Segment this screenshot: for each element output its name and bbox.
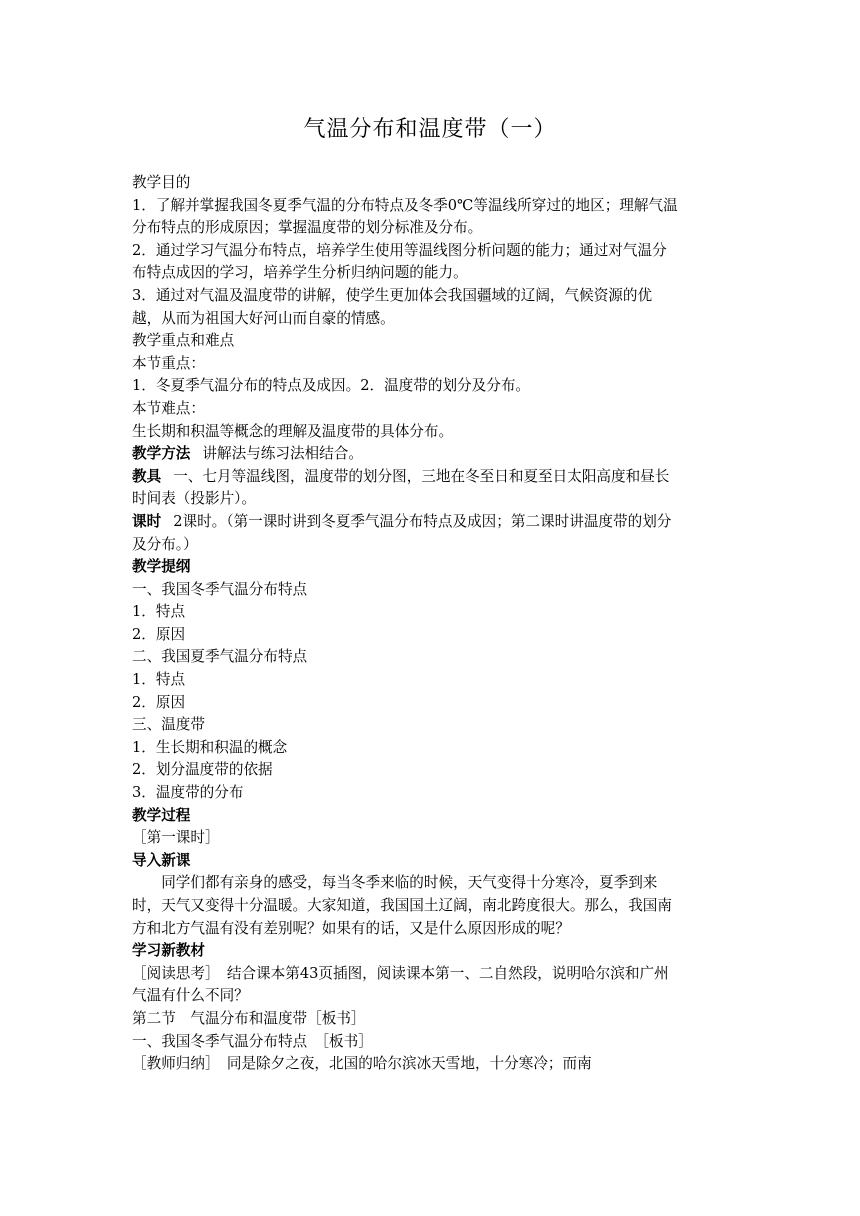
document-body	[132, 172, 680, 1076]
intro-heading: 导入新课	[132, 851, 191, 869]
winter-heading: 一、我国冬季气温分布特点 ［板书］	[132, 1032, 373, 1050]
hours-line	[132, 511, 680, 556]
outline-item: 1．生长期和积温的概念	[132, 738, 288, 756]
tools-label: 教具	[132, 467, 162, 485]
outline-item: 2．原因	[132, 693, 186, 711]
tools-text: 一、七月等温线图，温度带的划分图，三地在冬至日和夏至日太阳高度和昼长时间表（投影片）。	[132, 467, 670, 508]
page-title: 气温分布和温度带（一）	[303, 117, 557, 142]
difficulty-label: 本节难点：	[132, 399, 205, 417]
process-heading: 教学过程	[132, 806, 191, 824]
method-text: 讲解法与练习法相结合。	[202, 445, 363, 463]
lesson-marker: ［第一课时］	[132, 829, 220, 847]
new-material-heading: 学习新教材	[132, 942, 205, 960]
reading-prompt: ［阅读思考］ 结合课本第43页插图，阅读课本第一、二自然段，说明哈尔滨和广州气温有什么不同？	[132, 964, 669, 1005]
outline-item: 2．划分温度带的依据	[132, 761, 273, 779]
outline-item: 1．特点	[132, 671, 186, 689]
goal-1: 1．了解并掌握我国冬夏季气温的分布特点及冬季0℃等温线所穿过的地区；理解气温分布特点的形成原因；掌握温度带的划分标准及分布。	[132, 196, 678, 237]
hours-label: 课时	[132, 512, 162, 530]
goals-heading: 教学目的	[132, 174, 191, 191]
key-label: 本节重点：	[132, 354, 205, 372]
goal-3: 3．通过对气温及温度带的讲解，使学生更加体会我国疆域的辽阔，气候资源的优越，从而为祖国大好河山而自豪的情感。	[132, 286, 653, 327]
section-title: 第二节 气温分布和温度带［板书］	[132, 1009, 366, 1027]
tools-line	[132, 466, 680, 511]
goal-2: 2．通过学习气温分布特点，培养学生使用等温线图分析问题的能力；通过对气温分布特点成因的学习，培养学生分析归纳问题的能力。	[132, 241, 667, 282]
difficulty-text: 生长期和积温等概念的理解及温度带的具体分布。	[132, 422, 454, 440]
outline-item: 三、温度带	[132, 716, 205, 734]
outline-heading: 教学提纲	[132, 558, 191, 576]
teacher-summary: ［教师归纳］ 同是除夕之夜，北国的哈尔滨冰天雪地，十分寒冷；而南	[132, 1055, 592, 1073]
outline-item: 2．原因	[132, 625, 186, 643]
hours-text: 2课时。（第一课时讲到冬夏季气温分布特点及成因；第二课时讲温度带的划分及分布。）	[132, 512, 672, 553]
key-text: 1．冬夏季气温分布的特点及成因。2．温度带的划分及分布。	[132, 377, 531, 395]
method-line	[132, 443, 680, 466]
outline-item: 3．温度带的分布	[132, 784, 244, 802]
outline-item: 一、我国冬季气温分布特点	[132, 580, 308, 598]
key-heading: 教学重点和难点	[132, 332, 235, 350]
method-label: 教学方法	[132, 445, 191, 463]
outline-item: 二、我国夏季气温分布特点	[132, 648, 308, 666]
intro-paragraph: 同学们都有亲身的感受，每当冬季来临的时候，天气变得十分寒冷，夏季到来时，天气又变得十分温暖。大家知道，我国国土辽阔，南北跨度很大。那么，我国南方和北方气温有没有差别呢？如果有的话，又是什么原因形成的呢？	[132, 874, 672, 937]
outline-item: 1．特点	[132, 603, 186, 621]
